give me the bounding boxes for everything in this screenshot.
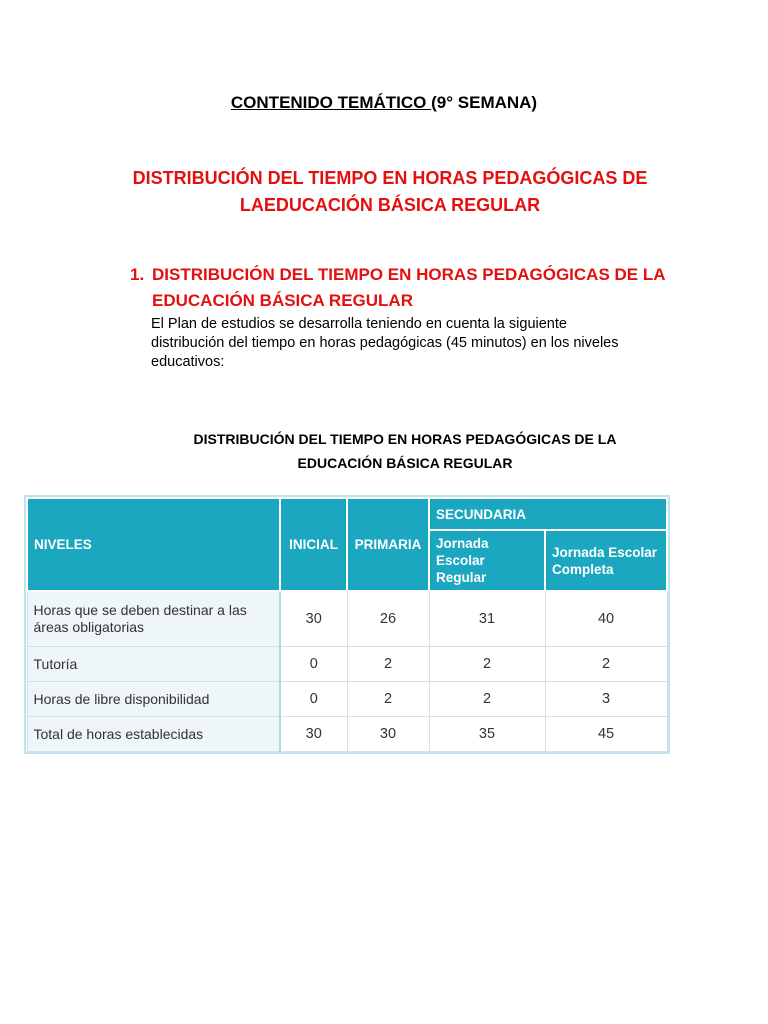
table-row (27, 682, 667, 717)
table-row (27, 647, 667, 682)
header-jornada-regular: Jornada Escolar Regular (429, 530, 545, 591)
table-caption-line1: DISTRIBUCIÓN DEL TIEMPO EN HORAS PEDAGÓGICAS DE LA (193, 431, 617, 447)
row-label: Total de horas establecidas (27, 717, 280, 752)
header-primaria: PRIMARIA (347, 498, 429, 591)
main-heading-line1: DISTRIBUCIÓN DEL TIEMPO EN HORAS PEDAGÓGICAS DE (132, 168, 648, 188)
header-jornada-completa: Jornada Escolar Completa (545, 530, 667, 591)
section-heading-line2: EDUCACIÓN BÁSICA REGULAR (152, 291, 413, 310)
cell-jornada-completa: 2 (545, 647, 667, 682)
main-heading-line2: LAEDUCACIÓN BÁSICA REGULAR (239, 195, 541, 215)
distribution-table (26, 497, 668, 752)
header-niveles: NIVELES (27, 498, 280, 591)
cell-inicial: 0 (280, 647, 347, 682)
page-title-underlined: CONTENIDO TEMÁTICO (230, 93, 432, 112)
cell-jornada-completa: 45 (545, 717, 667, 752)
cell-inicial: 0 (280, 682, 347, 717)
cell-jornada-regular: 35 (429, 717, 545, 752)
page-title (0, 93, 768, 113)
section-heading (130, 262, 690, 314)
intro-line1: El Plan de estudios se desarrolla teniendo en cuenta la siguiente (151, 316, 567, 332)
cell-jornada-regular: 2 (429, 682, 545, 717)
intro-line2: distribución del tiempo en horas pedagógicas (45 minutos) en los niveles (151, 335, 619, 351)
cell-jornada-completa: 40 (545, 591, 667, 647)
page-title-week: (9° SEMANA) (431, 93, 538, 112)
row-label: Tutoría (27, 647, 280, 682)
cell-jornada-regular: 2 (429, 647, 545, 682)
section-heading-line1: DISTRIBUCIÓN DEL TIEMPO EN HORAS PEDAGÓGICAS DE LA (152, 265, 666, 284)
cell-jornada-regular: 31 (429, 591, 545, 647)
cell-primaria: 26 (347, 591, 429, 647)
cell-inicial: 30 (280, 591, 347, 647)
header-secundaria: SECUNDARIA (429, 498, 667, 530)
header-inicial: INICIAL (280, 498, 347, 591)
intro-line3: educativos: (151, 354, 225, 370)
cell-primaria: 2 (347, 647, 429, 682)
cell-primaria: 30 (347, 717, 429, 752)
table-caption (150, 427, 660, 475)
section-number: 1. (130, 265, 145, 284)
table-caption-line2: EDUCACIÓN BÁSICA REGULAR (297, 455, 513, 471)
row-label: Horas de libre disponibilidad (27, 682, 280, 717)
main-heading (100, 165, 680, 219)
table-row (27, 717, 667, 752)
cell-primaria: 2 (347, 682, 429, 717)
intro-paragraph (151, 315, 671, 372)
cell-jornada-completa: 3 (545, 682, 667, 717)
row-label: Horas que se deben destinar a las áreas obligatorias (27, 591, 280, 647)
cell-inicial: 30 (280, 717, 347, 752)
table-row (27, 591, 667, 647)
